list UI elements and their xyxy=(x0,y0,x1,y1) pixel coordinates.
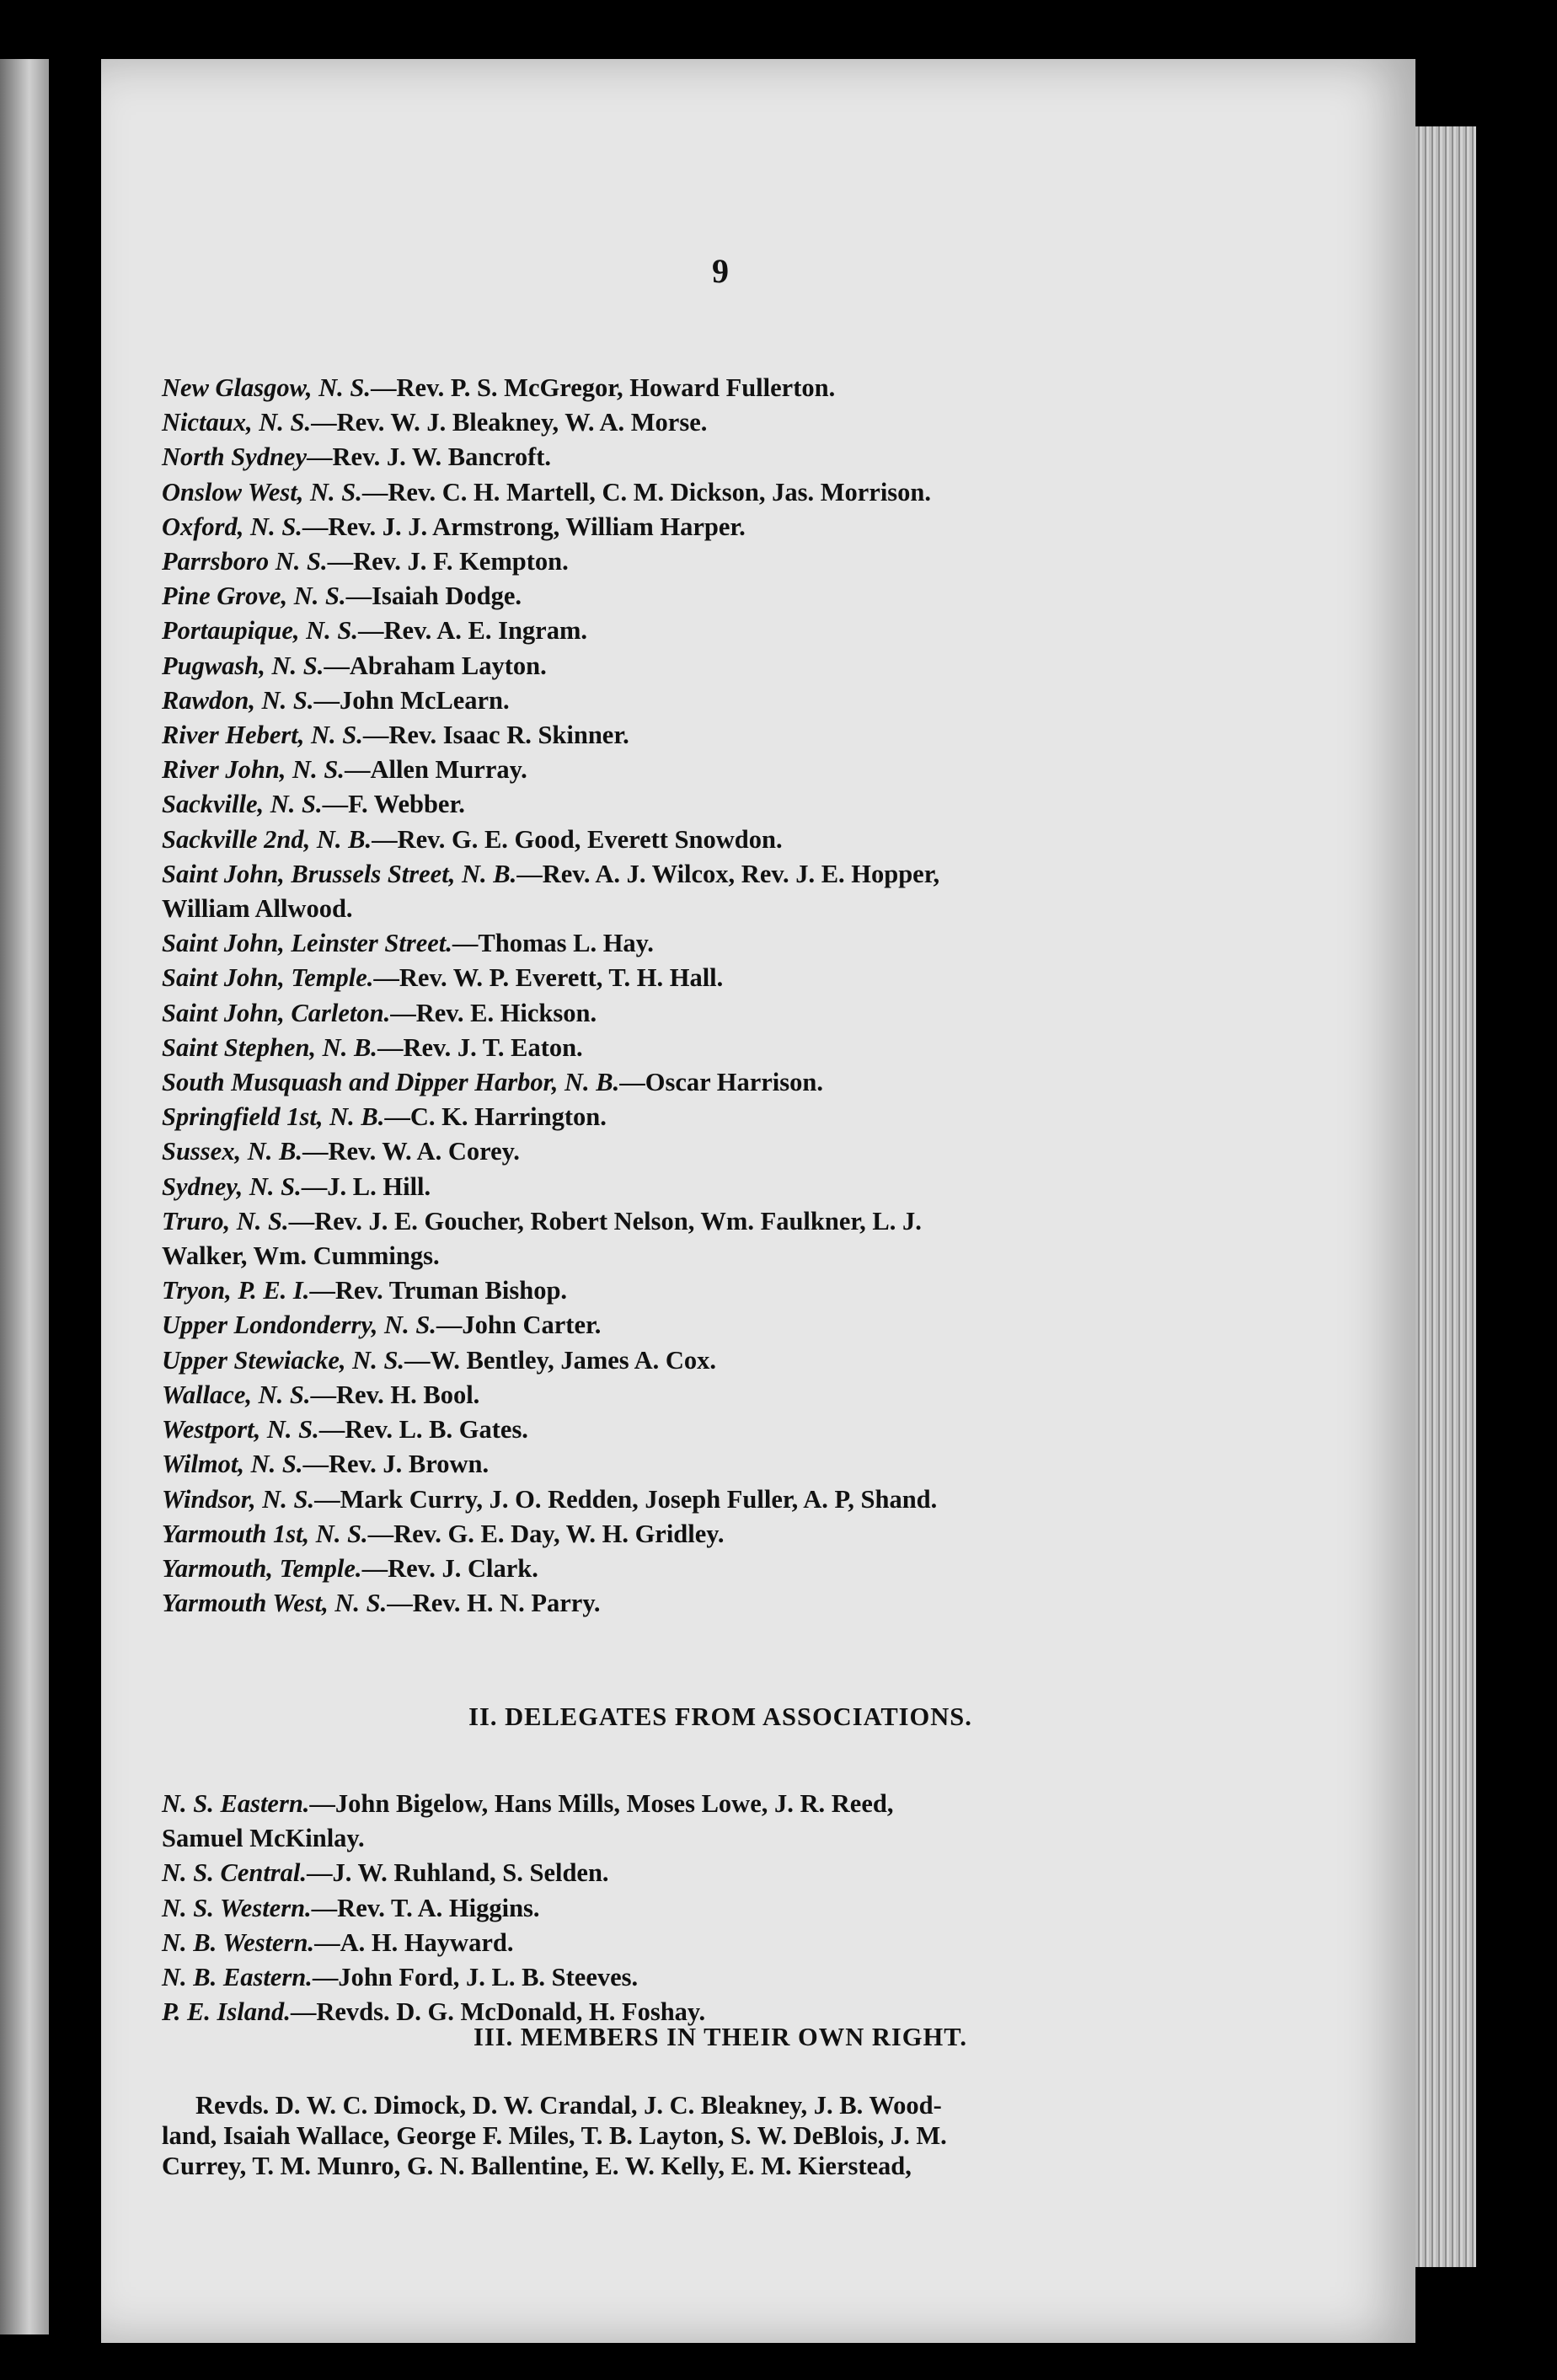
list-item xyxy=(162,1926,1257,1960)
entry-delegates: —Rev. J. Brown. xyxy=(302,1450,490,1479)
entry-place: Tryon, P. E. I. xyxy=(162,1276,310,1305)
entry-continuation: Samuel McKinlay. xyxy=(162,1824,365,1853)
entry-place: N. B. Western. xyxy=(162,1927,315,1957)
list-item xyxy=(162,614,1257,648)
list-item xyxy=(162,926,1257,961)
list-item xyxy=(162,1170,1257,1204)
entry-delegates: —Rev. H. N. Parry. xyxy=(387,1589,601,1618)
entry-delegates: —Rev. J. W. Bancroft. xyxy=(307,442,552,472)
entry-place: Westport, N. S. xyxy=(162,1415,319,1445)
entry-delegates: —John Carter. xyxy=(436,1311,602,1340)
entry-place: River John, N. S. xyxy=(162,755,345,785)
entry-delegates: —Rev. J. Clark. xyxy=(361,1553,538,1583)
list-item xyxy=(162,753,1257,787)
list-item xyxy=(162,1273,1257,1308)
entry-place: Saint John, Brussels Street, N. B. xyxy=(162,859,517,888)
entry-delegates: —C. K. Harrington. xyxy=(384,1102,607,1132)
entry-place: Rawdon, N. S. xyxy=(162,685,314,715)
list-item xyxy=(162,579,1257,614)
list-item xyxy=(162,823,1257,857)
entry-place: Springfield 1st, N. B. xyxy=(162,1102,385,1132)
entry-delegates: —Rev. Isaac R. Skinner. xyxy=(362,721,629,750)
entry-place: North Sydney xyxy=(162,442,307,472)
list-item xyxy=(162,1517,1257,1552)
entry-delegates: —Rev. W. J. Bleakney, W. A. Morse. xyxy=(311,408,708,437)
entry-delegates: —John McLearn. xyxy=(313,685,510,715)
entry-delegates: —John Bigelow, Hans Mills, Moses Lowe, J. R. Reed, xyxy=(309,1789,894,1818)
members-line: Revds. D. W. C. Dimock, D. W. Crandal, J. C. Bleakney, J. B. Wood- xyxy=(195,2091,942,2120)
entry-delegates: —Rev. P. S. McGregor, Howard Fullerton. xyxy=(370,373,836,402)
entry-place: Sackville, N. S. xyxy=(162,790,323,819)
entry-place: Nictaux, N. S. xyxy=(162,408,312,437)
entry-delegates: —Allen Murray. xyxy=(344,755,527,785)
entry-delegates: —Rev. E. Hickson. xyxy=(390,998,597,1027)
entry-place: N. S. Western. xyxy=(162,1893,312,1922)
list-item xyxy=(162,1031,1257,1065)
members-line: Currey, T. M. Munro, G. N. Ballentine, E. W. Kelly, E. M. Kierstead, xyxy=(162,2152,912,2180)
page-number: 9 xyxy=(712,252,729,290)
list-item xyxy=(162,1482,1257,1517)
entry-delegates: —J. L. Hill. xyxy=(301,1171,431,1201)
list-item xyxy=(162,1204,1257,1273)
entry-place: P. E. Island. xyxy=(162,1997,291,2027)
entry-delegates: —Rev. A. J. Wilcox, Rev. J. E. Hopper, xyxy=(516,859,940,888)
entry-place: N. B. Eastern. xyxy=(162,1963,313,1992)
entry-place: Truro, N. S. xyxy=(162,1206,289,1236)
entry-place: Saint John, Temple. xyxy=(162,963,374,993)
entry-place: River Hebert, N. S. xyxy=(162,721,363,750)
entry-place: South Musquash and Dipper Harbor, N. B. xyxy=(162,1068,620,1097)
list-item xyxy=(162,371,1257,405)
entry-place: Pugwash, N. S. xyxy=(162,651,324,680)
list-item xyxy=(162,510,1257,544)
association-delegates-list xyxy=(162,1787,1257,2029)
list-item xyxy=(162,1343,1257,1378)
list-item xyxy=(162,544,1257,579)
entry-delegates: —Rev. W. A. Corey. xyxy=(302,1137,520,1166)
entry-delegates: —J. W. Ruhland, S. Selden. xyxy=(307,1858,609,1888)
list-item xyxy=(162,1552,1257,1586)
section-heading-associations: II. DELEGATES FROM ASSOCIATIONS. xyxy=(468,1702,972,1731)
entry-continuation: William Allwood. xyxy=(162,894,353,924)
book-page xyxy=(101,59,1415,2343)
list-item xyxy=(162,1378,1257,1412)
entry-place: Sussex, N. B. xyxy=(162,1137,302,1166)
entry-delegates: —Rev. W. P. Everett, T. H. Hall. xyxy=(373,963,724,993)
entry-place: Saint Stephen, N. B. xyxy=(162,1032,377,1062)
entry-place: Upper Londonderry, N. S. xyxy=(162,1311,436,1340)
entry-place: N. S. Central. xyxy=(162,1858,308,1888)
entry-delegates: —Revds. D. G. McDonald, H. Foshay. xyxy=(290,1997,706,2027)
entry-delegates: —Rev. G. E. Good, Everett Snowdon. xyxy=(372,824,783,854)
list-item xyxy=(162,649,1257,683)
entry-delegates: —Rev. J. E. Goucher, Robert Nelson, Wm. Faulkner, L. J. xyxy=(288,1206,922,1236)
entry-place: New Glasgow, N. S. xyxy=(162,373,371,402)
members-line: land, Isaiah Wallace, George F. Miles, T. B. Layton, S. W. DeBlois, J. M. xyxy=(162,2121,947,2150)
entry-place: Portaupique, N. S. xyxy=(162,616,359,646)
entry-place: N. S. Eastern. xyxy=(162,1789,310,1818)
entry-delegates: —Rev. Truman Bishop. xyxy=(309,1276,568,1305)
entry-delegates: —A. H. Hayward. xyxy=(314,1927,514,1957)
entry-delegates: —Rev. G. E. Day, W. H. Gridley. xyxy=(367,1519,725,1548)
list-item xyxy=(162,683,1257,718)
list-item xyxy=(162,1586,1257,1621)
list-item xyxy=(162,1065,1257,1100)
entry-place: Sydney, N. S. xyxy=(162,1171,302,1201)
list-item xyxy=(162,718,1257,753)
list-item xyxy=(162,787,1257,822)
entry-place: Onslow West, N. S. xyxy=(162,477,362,507)
entry-place: Yarmouth, Temple. xyxy=(162,1553,362,1583)
entry-place: Parrsboro N. S. xyxy=(162,547,328,576)
list-item xyxy=(162,1412,1257,1447)
entry-delegates: —Rev. H. Bool. xyxy=(310,1380,480,1409)
entry-delegates: —Isaiah Dodge. xyxy=(345,582,522,611)
entry-delegates: —Mark Curry, J. O. Redden, Joseph Fuller, A. P, Shand. xyxy=(314,1484,938,1514)
entry-place: Upper Stewiacke, N. S. xyxy=(162,1345,405,1375)
entry-place: Oxford, N. S. xyxy=(162,512,302,541)
list-item xyxy=(162,1787,1257,1856)
entry-delegates: —Rev. L. B. Gates. xyxy=(318,1415,528,1445)
entry-place: Yarmouth 1st, N. S. xyxy=(162,1519,368,1548)
entry-delegates: —John Ford, J. L. B. Steeves. xyxy=(312,1963,639,1992)
entry-place: Sackville 2nd, N. B. xyxy=(162,824,372,854)
page-block-edge xyxy=(1415,126,1476,2267)
list-item xyxy=(162,1100,1257,1134)
entry-delegates: —Abraham Layton. xyxy=(324,651,547,680)
church-delegates-list xyxy=(162,371,1257,1621)
entry-place: Saint John, Leinster Street. xyxy=(162,929,452,958)
list-item xyxy=(162,405,1257,440)
entry-delegates: —Rev. J. T. Eaton. xyxy=(377,1032,583,1062)
list-item xyxy=(162,1960,1257,1995)
entry-place: Windsor, N. S. xyxy=(162,1484,315,1514)
entry-delegates: —Rev. T. A. Higgins. xyxy=(311,1893,540,1922)
entry-place: Wilmot, N. S. xyxy=(162,1450,303,1479)
entry-continuation: Walker, Wm. Cummings. xyxy=(162,1241,440,1271)
entry-delegates: —Rev. J. J. Armstrong, William Harper. xyxy=(302,512,746,541)
entry-delegates: —W. Bentley, James A. Cox. xyxy=(404,1345,717,1375)
entry-place: Yarmouth West, N. S. xyxy=(162,1589,388,1618)
entry-place: Saint John, Carleton. xyxy=(162,998,391,1027)
list-item xyxy=(162,996,1257,1031)
entry-delegates: —Oscar Harrison. xyxy=(619,1068,823,1097)
list-item xyxy=(162,1891,1257,1926)
list-item xyxy=(162,440,1257,474)
entry-delegates: —Rev. C. H. Martell, C. M. Dickson, Jas. Morrison. xyxy=(361,477,932,507)
entry-delegates: —Rev. A. E. Ingram. xyxy=(358,616,587,646)
list-item xyxy=(162,961,1257,995)
members-paragraph xyxy=(162,2090,1207,2181)
entry-delegates: —F. Webber. xyxy=(322,790,465,819)
list-item xyxy=(162,1856,1257,1890)
list-item xyxy=(162,1308,1257,1343)
section-heading-members: III. MEMBERS IN THEIR OWN RIGHT. xyxy=(474,2023,967,2051)
entry-delegates: —Rev. J. F. Kempton. xyxy=(327,547,569,576)
entry-place: Wallace, N. S. xyxy=(162,1380,311,1409)
entry-place: Pine Grove, N. S. xyxy=(162,582,346,611)
list-item xyxy=(162,1134,1257,1169)
list-item xyxy=(162,857,1257,926)
entry-delegates: —Thomas L. Hay. xyxy=(452,929,654,958)
list-item xyxy=(162,475,1257,510)
list-item xyxy=(162,1447,1257,1482)
facing-page-edge xyxy=(0,59,49,2334)
